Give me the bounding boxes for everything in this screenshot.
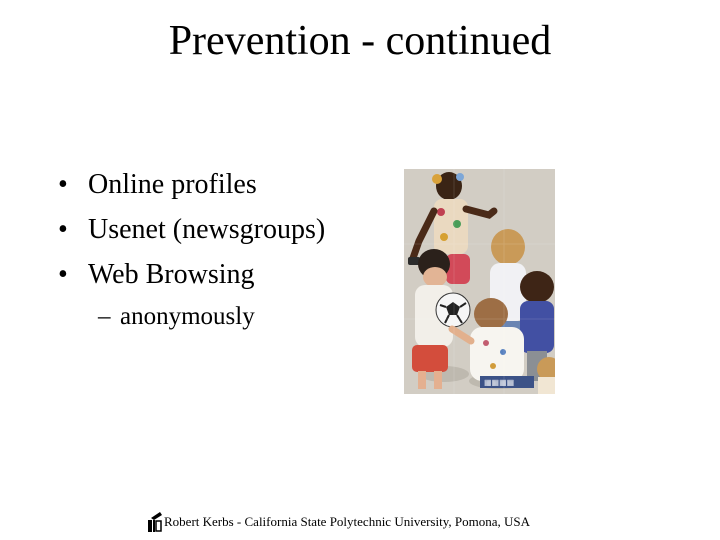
bullet-marker: •	[58, 214, 68, 245]
footer	[147, 510, 530, 534]
sub-bullet-item	[98, 297, 388, 337]
slide-title: Prevention - continued	[168, 18, 552, 64]
bullet-item	[58, 162, 388, 207]
bullet-text: Online profiles	[88, 169, 257, 200]
bullet-text: Web Browsing	[88, 259, 255, 290]
footer-text: Robert Kerbs - California State Polytechnic University, Pomona, USA	[164, 514, 530, 529]
bullet-marker: •	[58, 169, 68, 200]
bullet-list	[58, 162, 388, 337]
sub-bullet-text: anonymously	[120, 303, 255, 330]
bullet-item	[58, 252, 388, 297]
photo-illustration	[404, 169, 555, 394]
bullet-text: Usenet (newsgroups)	[88, 214, 326, 245]
bullet-marker: •	[58, 259, 68, 290]
svg-text:▦▦▦▦: ▦▦▦▦	[484, 378, 515, 387]
university-logo-icon	[147, 511, 163, 533]
sub-bullet-marker: –	[98, 303, 111, 330]
bullet-item	[58, 207, 388, 252]
children-with-soccer-ball-photo	[404, 169, 555, 394]
